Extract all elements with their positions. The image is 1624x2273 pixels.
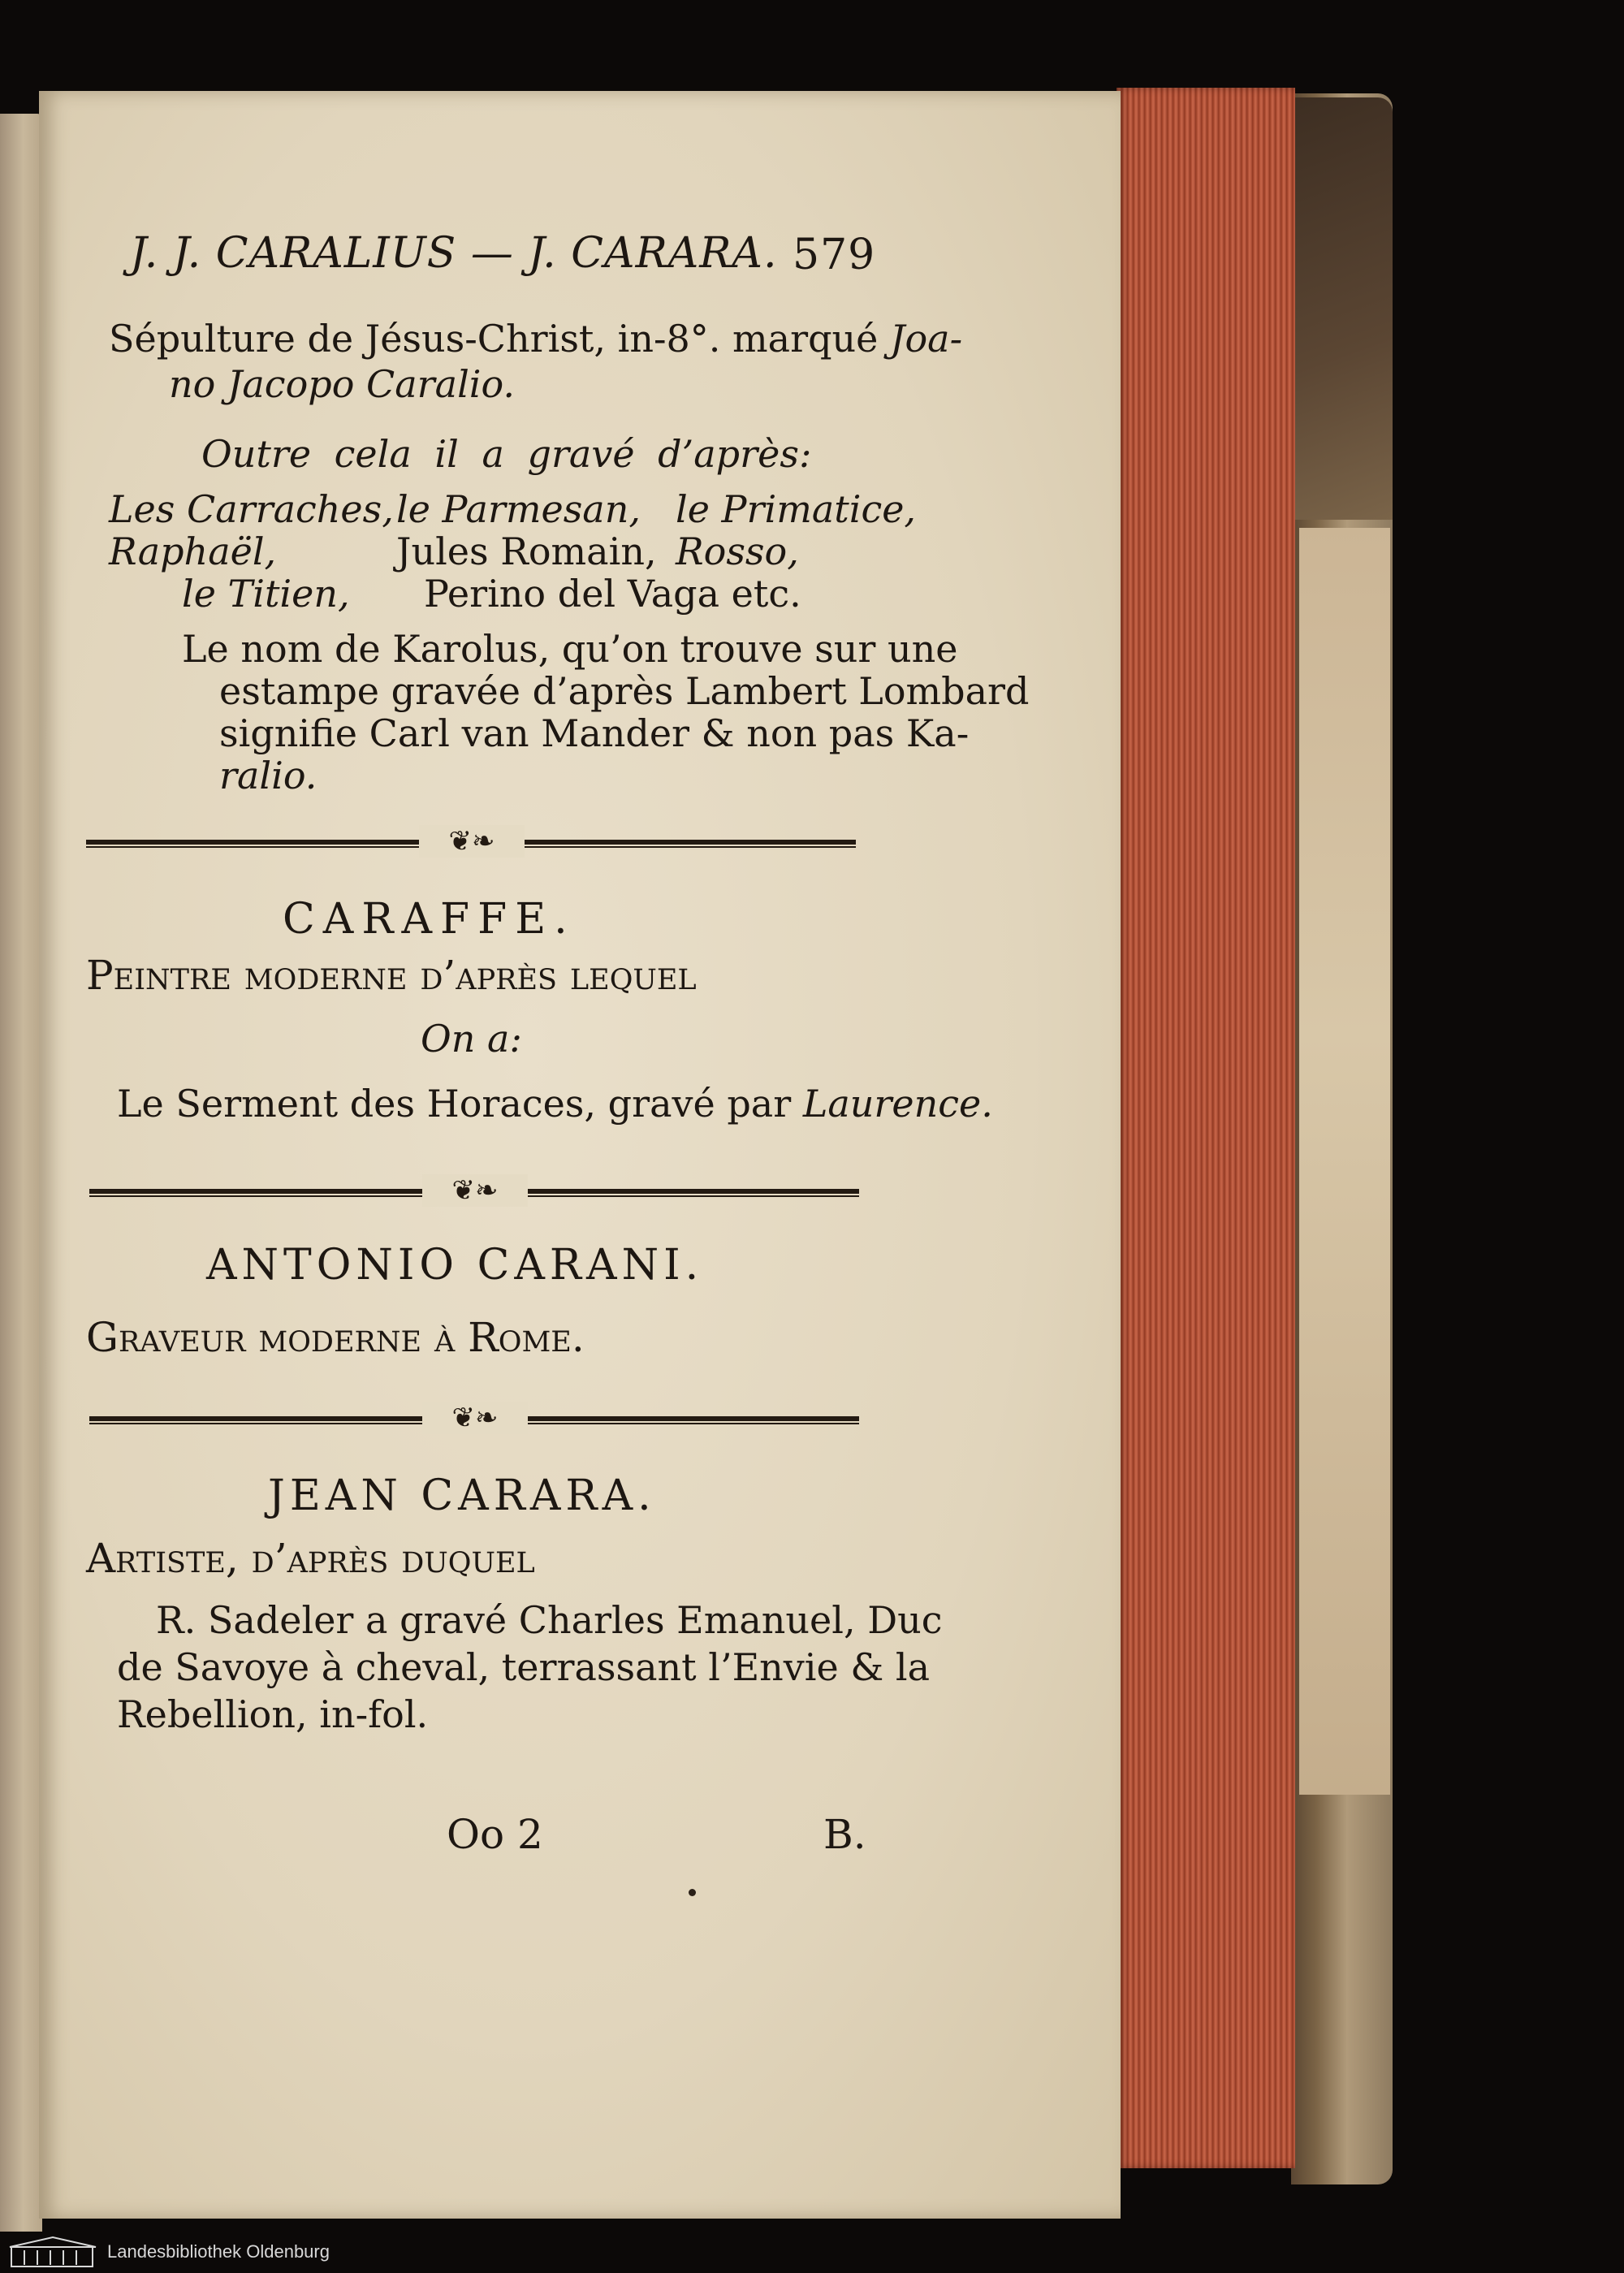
signature-letter: B. bbox=[823, 1811, 866, 1858]
binding-leather bbox=[1291, 97, 1393, 520]
text-line: Rebellion, in-fol. bbox=[117, 1692, 429, 1736]
subheading: Outre cela il a gravé d’après: bbox=[201, 432, 812, 476]
entry-description: Artiste, d’après duquel bbox=[86, 1535, 535, 1582]
note-line: estampe gravée d’après Lambert Lombard bbox=[219, 669, 1030, 713]
ornamental-rule: ❦❧ bbox=[89, 1186, 859, 1200]
running-head-title: J. J. CARALIUS — J. CARARA. bbox=[130, 229, 778, 278]
artist-name: Raphaël, bbox=[109, 529, 277, 573]
ornamental-rule: ❦❧ bbox=[89, 1413, 859, 1428]
ink-dot bbox=[689, 1889, 696, 1896]
entry-heading: ANTONIO CARANI. bbox=[206, 1241, 704, 1290]
entry-heading: CARAFFE. bbox=[283, 895, 576, 944]
note-line: Le nom de Karolus, qu’on trouve sur une bbox=[182, 627, 958, 671]
artist-name: Rosso, bbox=[676, 529, 799, 573]
entry-description: Peintre moderne d’après lequel bbox=[86, 952, 697, 999]
note-line: ralio. bbox=[219, 754, 317, 797]
signature-mark: Oo 2 bbox=[447, 1811, 543, 1858]
text-line: de Savoye à cheval, terrassant l’Envie & la bbox=[117, 1645, 931, 1689]
library-name: Landesbibliothek Oldenburg bbox=[107, 2241, 330, 2262]
page-block-edge bbox=[1116, 88, 1295, 2168]
artist-name: le Primatice, bbox=[676, 487, 917, 531]
ornamental-rule: ❦❧ bbox=[86, 836, 856, 851]
artist-name: le Titien, bbox=[182, 572, 350, 616]
text-line: Le Serment des Horaces, gravé par Laurence. bbox=[117, 1082, 993, 1126]
text-line: Sépulture de Jésus-Christ, in-8°. marqué Joa- bbox=[109, 317, 963, 361]
facing-page-edge bbox=[0, 114, 42, 2241]
text-line: no Jacopo Caralio. bbox=[169, 362, 515, 406]
book-page bbox=[39, 91, 1121, 2219]
binding-cloth bbox=[1299, 528, 1390, 1795]
note-line: signifie Carl van Mander & non pas Ka- bbox=[219, 711, 970, 755]
page-number: 579 bbox=[793, 231, 876, 279]
library-building-icon bbox=[8, 2236, 97, 2268]
subheading: On a: bbox=[421, 1017, 522, 1061]
artist-name: Perino del Vaga etc. bbox=[424, 572, 801, 616]
artist-name: le Parmesan, bbox=[396, 487, 641, 531]
artist-name: Jules Romain, bbox=[396, 529, 657, 573]
entry-heading: JEAN CARARA. bbox=[268, 1471, 656, 1520]
text-line: R. Sadeler a gravé Charles Emanuel, Duc bbox=[156, 1598, 943, 1642]
artist-name: Les Carraches, bbox=[109, 487, 394, 531]
entry-description: Graveur moderne à Rome. bbox=[86, 1314, 585, 1361]
